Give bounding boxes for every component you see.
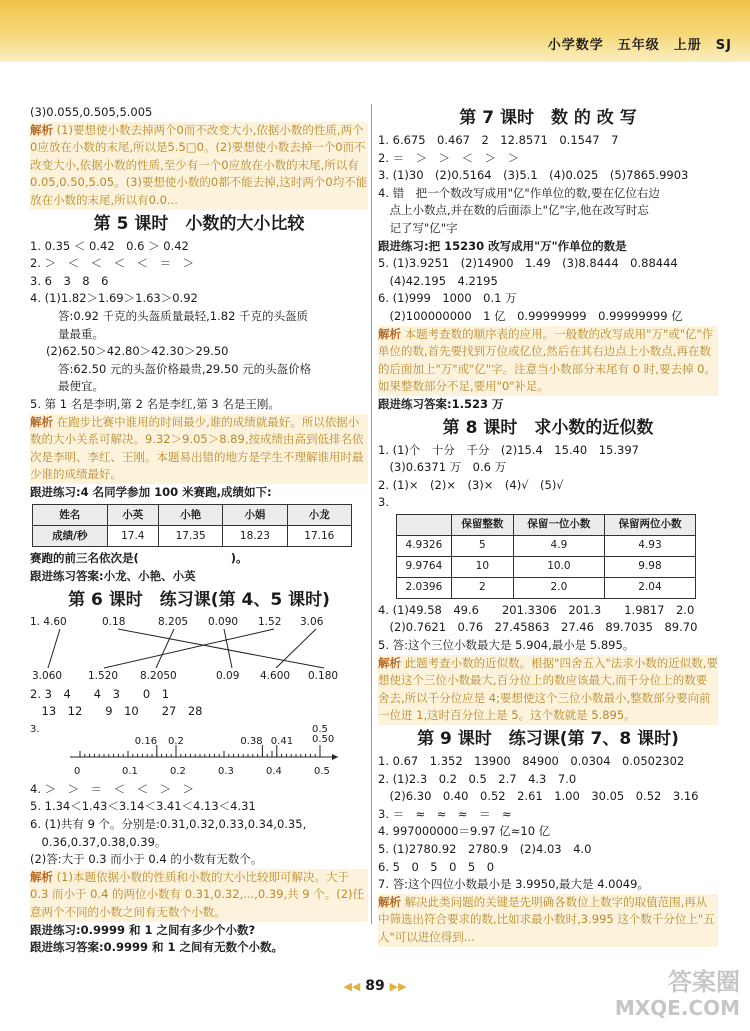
- section-title-5: 第 5 课时 小数的大小比较: [93, 213, 305, 234]
- header-banner: [0, 0, 750, 62]
- answer-line: 答:0.92 千克的头盔质量最轻,1.82 千克的头盔质: [58, 308, 309, 323]
- match-top-value: 8.205: [158, 615, 189, 628]
- follow-answer-text: 小龙、小艳、小英: [103, 569, 196, 584]
- table-header-cell: 小艳: [158, 505, 222, 526]
- match-top-value: 0.18: [102, 615, 126, 628]
- answer-line: 2. ＞ ＜ ＜ ＜ ＜ ＝ ＞: [30, 256, 195, 271]
- watermark-logo: [590, 969, 740, 1027]
- column-divider: [371, 104, 372, 924]
- table-cell: 4.9326: [397, 535, 452, 556]
- answer-line: 1. 6.675 0.467 2 12.8571 0.1547 7: [378, 133, 619, 147]
- answer-line: (4)42.195 4.2195: [378, 273, 498, 288]
- follow-answer-label: 跟进练习答案:: [378, 396, 452, 411]
- match-bottom-value: 3.060: [32, 669, 63, 682]
- table-cell: 9.9764: [397, 556, 452, 577]
- answer-line: (3)0.6371 万 0.6 万: [378, 460, 507, 475]
- answer-line: 2. 3 4 4 3 0 1: [30, 686, 170, 701]
- question-number: 3.: [30, 723, 40, 735]
- follow-answer-label: 跟进练习答案:: [30, 940, 104, 955]
- follow-text: 0.9999 和 1 之间有多少个小数?: [80, 922, 256, 937]
- tick-label: 0.5: [314, 765, 330, 777]
- follow-up-answer: [30, 568, 368, 586]
- table-header-cell: 保留整数: [451, 514, 513, 535]
- table-cell: 2.0396: [397, 577, 452, 598]
- answer-line: (2)答:大于 0.3 而小于 0.4 的小数有无数个。: [30, 852, 263, 867]
- point-label: 0.2: [168, 735, 184, 747]
- race-results-table: [32, 504, 352, 547]
- tick-label: 0: [74, 765, 81, 777]
- follow-up-question: [30, 484, 368, 502]
- match-top-value: 3.06: [300, 615, 324, 628]
- point-label: 0.5: [312, 723, 328, 735]
- watermark-url: MXQE.COM: [614, 996, 740, 1020]
- match-line: [104, 629, 274, 668]
- answer-line: 量最重。: [58, 326, 104, 341]
- analysis-label: 解析: [378, 326, 401, 341]
- tick-label: 0.4: [266, 765, 282, 777]
- tick-label: 0.2: [170, 765, 186, 777]
- analysis-label: 解析: [378, 655, 401, 670]
- answer-line: 3. 6 3 8 6: [30, 273, 109, 288]
- follow-up-question-2: 赛跑的前三名依次是( )。: [30, 551, 248, 566]
- answer-line: 1. 0.67 1.352 13900 84900 0.0304 0.0502302: [378, 754, 685, 769]
- table-cell: 2.04: [604, 577, 695, 598]
- answer-line: 5. 答:这个三位小数最大是 5.904,最小是 5.895。: [378, 638, 635, 653]
- point-label: 0.38: [240, 735, 263, 747]
- question-number: 3.: [378, 495, 389, 510]
- tick-label: 0.1: [122, 765, 138, 777]
- analysis-body: 在跑步比赛中谁用的时间最少,谁的成绩就最好。所以依据小数的大小关系可解决。9.32＞9.05＞8.89,按成绩由高到低排名依次是李明、李红、王刚。本题易出错的地方是学生不理解谁用时最少谁的成绩最好。: [30, 414, 364, 482]
- table-cell: 5: [451, 535, 513, 556]
- right-column: [378, 104, 718, 947]
- analysis-text: [30, 122, 368, 210]
- follow-answer-text: 1.523 万: [451, 396, 504, 411]
- table-cell: 17.35: [158, 526, 222, 547]
- table-cell: 17.16: [287, 526, 351, 547]
- answer-line: 答:62.50 元的头盔价格最贵,29.50 元的头盔价格: [58, 361, 312, 376]
- match-top-value: 0.090: [208, 615, 239, 628]
- table-cell: 4.93: [604, 535, 695, 556]
- answer-line: 6. 5 0 5 0 5 0: [378, 859, 495, 874]
- analysis-text: [378, 894, 718, 947]
- table-cell: 17.4: [107, 526, 158, 547]
- answer-line: 最便宜。: [58, 379, 104, 394]
- match-bottom-value: 4.600: [260, 669, 291, 682]
- follow-label: 跟进练习:: [378, 238, 429, 253]
- table-header-cell: 小英: [107, 505, 158, 526]
- table-header-cell: [397, 514, 452, 535]
- table-row: [397, 577, 696, 598]
- follow-up-answer: [378, 396, 718, 414]
- answer-line: 5. 1.34＜1.43＜3.14＜3.41＜4.13＜4.31: [30, 799, 256, 814]
- match-bottom-value: 0.09: [216, 669, 240, 682]
- answer-line: 1. (1)个 十分 千分 (2)15.4 15.40 15.397: [378, 442, 639, 457]
- answer-line: 5. 第 1 名是李明,第 2 名是李红,第 3 名是王刚。: [30, 396, 280, 411]
- answer-line: 5. (1)3.9251 (2)14900 1.49 (3)8.8444 0.88444: [378, 256, 678, 271]
- answer-line: 2. (1)× (2)× (3)× (4)√ (5)√: [378, 477, 564, 492]
- follow-up-question: [378, 238, 718, 256]
- section-title-7: 第 7 课时 数 的 改 写: [459, 108, 637, 128]
- answer-line: 2. (1)2.3 0.2 0.5 2.7 4.3 7.0: [378, 771, 577, 786]
- section-title-9: 第 9 课时 练习课(第 7、8 课时): [417, 729, 679, 750]
- follow-label: 跟进练习:: [30, 484, 81, 499]
- follow-up-answer: [30, 939, 368, 957]
- section-title-8: 第 8 课时 求小数的近似数: [442, 417, 654, 438]
- point-label: 0.16: [134, 735, 158, 747]
- match-line: [118, 629, 324, 668]
- matching-diagram: [30, 614, 368, 686]
- answer-line: 1. 0.35 ＜ 0.42 0.6 ＞ 0.42: [30, 238, 189, 253]
- table-header-cell: 小娟: [223, 505, 287, 526]
- table-cell: 10: [451, 556, 513, 577]
- match-line: [224, 629, 232, 668]
- answer-line: 2. ＝ ＞ ＞ ＜ ＞ ＞: [378, 150, 520, 165]
- analysis-body: (1)本题依据小数的性质和小数的大小比较即可解决。大于 0.3 而小于 0.4 的两位小数有 0.31,0.32,...,0.39,共 9 个。(2)任意两个不同的小数之间有无数个小数。: [30, 869, 365, 919]
- answer-line: 5. (1)2780.92 2780.9 (2)4.03 4.0: [378, 842, 592, 856]
- answer-line: (3)0.055,0.505,5.005: [30, 105, 153, 119]
- match-line: [48, 629, 60, 668]
- row-label: 成绩/秒: [33, 526, 108, 547]
- follow-label: 跟进练习:: [30, 922, 81, 937]
- book-subject-tag: 小学数学 五年级 上册 SJ: [547, 38, 732, 53]
- answer-line: 点上小数点,并在数的后面添上"亿"字,他在改写时忘: [378, 203, 649, 218]
- answer-line: 记了写"亿"字: [378, 220, 458, 235]
- analysis-body: (1)要想使小数去掉两个0而不改变大小,依据小数的性质,两个0应放在小数的末尾,所以是5.5□0。(2)要想使小数去掉一个0而不改变大小,依据小数的性质,至少有一个0应放在小数的末尾,所以有0.05,0.50,5.05。(3)要想使小数的0都不能去掉,这时两个0均不能放在小数的末尾,所以有0.0...: [30, 122, 368, 207]
- analysis-text: [30, 414, 368, 484]
- answer-line: 13 12 9 10 27 28: [30, 704, 203, 719]
- match-top-value: 1. 4.60: [30, 615, 67, 628]
- prev-arrows-icon: ◀◀: [343, 980, 361, 993]
- answer-line: (2)100000000 1 亿 0.99999999 0.99999999 亿: [378, 308, 683, 323]
- analysis-label: 解析: [30, 869, 53, 884]
- page-number: 89: [365, 978, 385, 994]
- table-header-cell: 小龙: [287, 505, 351, 526]
- answer-line: (2)62.50＞42.80＞42.30＞29.50: [46, 344, 229, 359]
- table-cell: 2.0: [513, 577, 604, 598]
- table-header-cell: 姓名: [33, 505, 108, 526]
- point-label: 0.41: [270, 735, 294, 747]
- analysis-body: 此题考查小数的近似数。根据"四舍五入"法求小数的近似数,要想使这个三位小数最大,百分位上的数应该最大,而千分位上的数要舍去,所以千分位应是 4;要想使这个三位小数最小,整数部分要向前一位进 1,这时百分位上是 5。这个数就是 5.895。: [378, 655, 718, 723]
- analysis-label: 解析: [378, 894, 401, 909]
- analysis-text: [30, 869, 368, 922]
- section-title-6: 第 6 课时 练习课(第 4、5 课时): [68, 589, 330, 610]
- analysis-body: 本题考查数的顺序表的应用。一般数的改写成用"万"或"亿"作单位的数,首先要找到万位或亿位,然后在其右边点上小数点,再在数的后面加上"万"或"亿"字。注意当小数部分末尾有 0 时,要去掉 0。如果整数部分不足,要用"0"补足。: [378, 326, 716, 394]
- answer-line: 4. 997000000＝9.97 亿≈10 亿: [378, 824, 551, 839]
- answer-line: 4. 错 把一个数改写成用"亿"作单位的数,要在亿位右边: [378, 185, 660, 200]
- analysis-body: 解决此类问题的关键是先明确各数位上数字的取值范围,再从中筛选出符合要求的数,比如求最小数时,3.995 这个数千分位上"五人"可以进位得到...: [378, 894, 715, 944]
- table-cell: 2: [451, 577, 513, 598]
- answer-line: 6. (1)共有 9 个。分别是:0.31,0.32,0.33,0.34,0.35,: [30, 817, 307, 832]
- table-header-cell: 保留一位小数: [513, 514, 604, 535]
- match-line: [276, 629, 316, 668]
- answer-line: 4. ＞ ＞ ＝ ＜ ＜ ＞ ＞: [30, 781, 195, 796]
- answer-line: 6. (1)999 1000 0.1 万: [378, 291, 517, 306]
- follow-text: 4 名同学参加 100 米赛跑,成绩如下:: [80, 484, 272, 499]
- match-top-value: 1.52: [258, 615, 282, 628]
- answer-line: 4. (1)1.82＞1.69＞1.63＞0.92: [30, 291, 198, 306]
- match-bottom-value: 1.520: [88, 669, 119, 682]
- table-cell: 9.98: [604, 556, 695, 577]
- table-cell: 18.23: [223, 526, 287, 547]
- match-bottom-value: 8.2050: [140, 669, 177, 682]
- answer-line: 3. ＝ ≈ ≈ ≈ ＝ ≈: [378, 806, 512, 821]
- analysis-label: 解析: [30, 122, 53, 137]
- table-cell: 4.9: [513, 535, 604, 556]
- table-cell: 10.0: [513, 556, 604, 577]
- table-row: [397, 556, 696, 577]
- analysis-text: [378, 326, 718, 396]
- follow-up-question: [30, 922, 368, 940]
- follow-answer-label: 跟进练习答案:: [30, 569, 104, 584]
- tick-label: 0.3: [218, 765, 234, 777]
- analysis-label: 解析: [30, 414, 53, 429]
- next-arrows-icon: ▶▶: [389, 980, 407, 993]
- answer-line: 7. 答:这个四位小数最小是 3.9950,最大是 4.0049。: [378, 877, 649, 892]
- match-bottom-value: 0.180: [308, 669, 339, 682]
- answer-line: 3. (1)30 (2)0.5164 (3)5.1 (4)0.025 (5)7865.9903: [378, 168, 689, 183]
- axis-arrow: [332, 754, 338, 760]
- answer-line: (2)6.30 0.40 0.52 2.61 1.00 30.05 0.52 3.16: [378, 789, 699, 804]
- table-row: [397, 535, 696, 556]
- answer-line: 0.36,0.37,0.38,0.39。: [30, 834, 167, 849]
- answer-line: (2)0.7621 0.76 27.45863 27.46 89.7035 89.70: [378, 620, 698, 635]
- table-header-cell: 保留两位小数: [604, 514, 695, 535]
- point-label: 0.50: [312, 733, 335, 745]
- approximation-table: [396, 514, 696, 599]
- watermark-text: 答案圈: [668, 968, 740, 996]
- number-line: [30, 721, 368, 781]
- left-column: [30, 104, 368, 957]
- match-line: [156, 629, 174, 668]
- answer-line: 4. (1)49.58 49.6 201.3306 201.3 1.9817 2.0: [378, 602, 695, 617]
- follow-answer-text: 0.9999 和 1 之间有无数个小数。: [103, 940, 283, 955]
- analysis-text: [378, 655, 718, 725]
- follow-text: 把 15230 改写成用"万"作单位的数是: [428, 238, 627, 253]
